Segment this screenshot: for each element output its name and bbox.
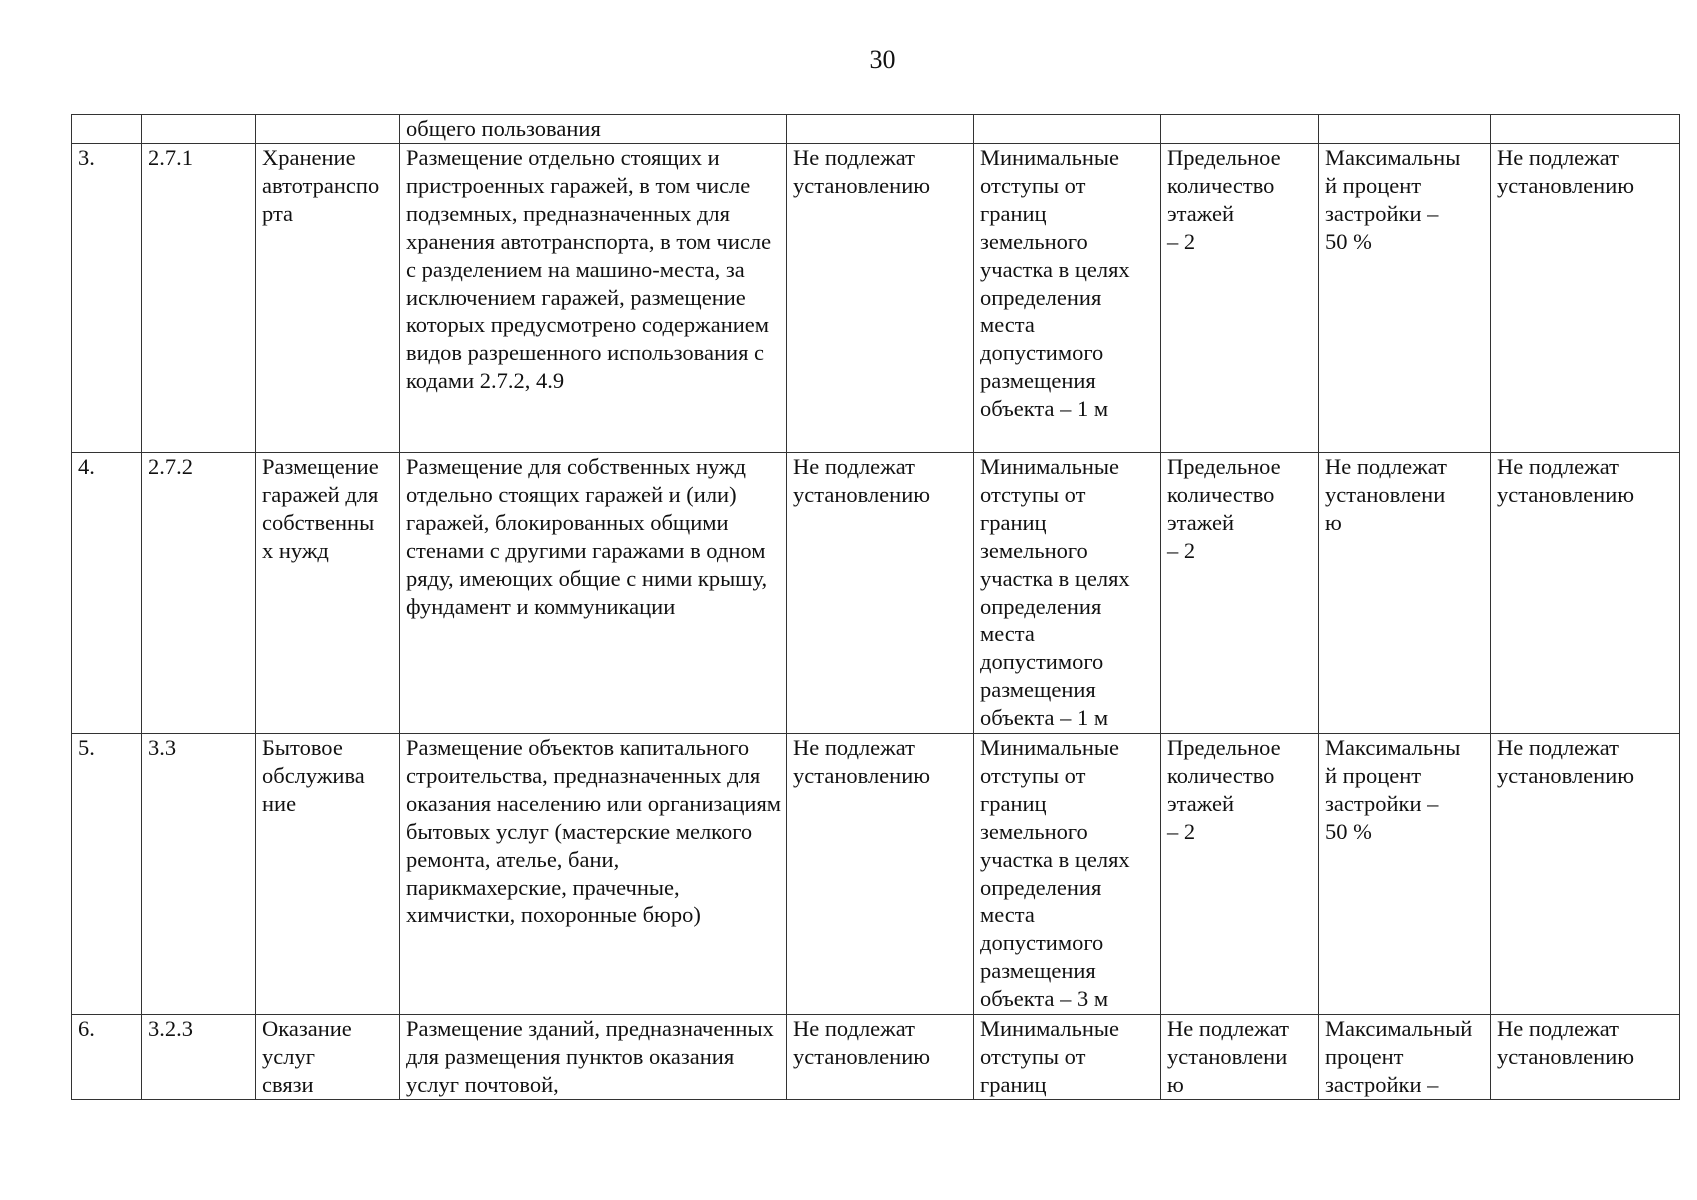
cell-num: 5. bbox=[72, 734, 142, 1015]
cell-num: 3. bbox=[72, 144, 142, 453]
cell-name bbox=[256, 115, 400, 144]
cell-col6 bbox=[974, 115, 1161, 144]
cell-col8: Не подлежат установлени ю bbox=[1319, 453, 1491, 734]
regulations-table bbox=[71, 114, 1680, 1100]
cell-num bbox=[72, 115, 142, 144]
table-row bbox=[72, 734, 1680, 1015]
cell-col9: Не подлежат установлению bbox=[1491, 453, 1680, 734]
cell-col5 bbox=[787, 115, 974, 144]
cell-col9: Не подлежат установлению bbox=[1491, 1015, 1680, 1100]
cell-col9: Не подлежат установлению bbox=[1491, 734, 1680, 1015]
cell-col5: Не подлежат установлению bbox=[787, 453, 974, 734]
cell-col6: Минимальные отступы от границ земельного участка в целях определения места допустимого размещения объекта – 1 м bbox=[974, 144, 1161, 453]
cell-col7: Предельное количество этажей – 2 bbox=[1161, 144, 1319, 453]
cell-num: 6. bbox=[72, 1015, 142, 1100]
cell-col5: Не подлежат установлению bbox=[787, 1015, 974, 1100]
cell-num: 4. bbox=[72, 453, 142, 734]
cell-code: 3.2.3 bbox=[142, 1015, 256, 1100]
cell-name: Бытовое обслужива ние bbox=[256, 734, 400, 1015]
cell-col8: Максимальный процент застройки – bbox=[1319, 1015, 1491, 1100]
cell-col8: Максимальны й процент застройки – 50 % bbox=[1319, 734, 1491, 1015]
cell-col9: Не подлежат установлению bbox=[1491, 144, 1680, 453]
cell-col8 bbox=[1319, 115, 1491, 144]
cell-description: Размещение зданий, предназначенных для размещения пунктов оказания услуг почтовой, bbox=[400, 1015, 787, 1100]
cell-col6: Минимальные отступы от границ земельного участка в целях определения места допустимого размещения объекта – 1 м bbox=[974, 453, 1161, 734]
cell-name: Хранение автотранспо рта bbox=[256, 144, 400, 453]
cell-description: Размещение объектов капитального строительства, предназначенных для оказания населению или организациям бытовых услуг (мастерские мелкого ремонта, ателье, бани, парикмахерские, прачечные, химчистки, похоронные бюро) bbox=[400, 734, 787, 1015]
cell-col6: Минимальные отступы от границ bbox=[974, 1015, 1161, 1100]
cell-description: Размещение отдельно стоящих и пристроенных гаражей, в том числе подземных, предназначенных для хранения автотранспорта, в том числе с разделением на машино-места, за исключением гаражей, размещение которых предусмотрено содержанием видов разрешенного использования с кодами 2.7.2, 4.9 bbox=[400, 144, 787, 453]
cell-col6: Минимальные отступы от границ земельного участка в целях определения места допустимого размещения объекта – 3 м bbox=[974, 734, 1161, 1015]
cell-col5: Не подлежат установлению bbox=[787, 144, 974, 453]
cell-code bbox=[142, 115, 256, 144]
cell-col5: Не подлежат установлению bbox=[787, 734, 974, 1015]
table-row bbox=[72, 144, 1680, 453]
cell-code: 3.3 bbox=[142, 734, 256, 1015]
cell-code: 2.7.2 bbox=[142, 453, 256, 734]
cell-name: Оказание услуг связи bbox=[256, 1015, 400, 1100]
page-number: 30 bbox=[869, 45, 896, 74]
cell-col8: Максимальны й процент застройки – 50 % bbox=[1319, 144, 1491, 453]
cell-col9 bbox=[1491, 115, 1680, 144]
cell-description: Размещение для собственных нужд отдельно стоящих гаражей и (или) гаражей, блокированных общими стенами с другими гаражами в одном ряду, имеющих общие с ними крышу, фундамент и коммуникации bbox=[400, 453, 787, 734]
cell-description: общего пользования bbox=[400, 115, 787, 144]
cell-col7 bbox=[1161, 115, 1319, 144]
table-row bbox=[72, 1015, 1680, 1100]
cell-name: Размещение гаражей для собственны х нужд bbox=[256, 453, 400, 734]
cell-col7: Предельное количество этажей – 2 bbox=[1161, 734, 1319, 1015]
table-row bbox=[72, 453, 1680, 734]
table-row-continued bbox=[72, 115, 1680, 144]
cell-code: 2.7.1 bbox=[142, 144, 256, 453]
cell-col7: Не подлежат установлени ю bbox=[1161, 1015, 1319, 1100]
cell-col7: Предельное количество этажей – 2 bbox=[1161, 453, 1319, 734]
